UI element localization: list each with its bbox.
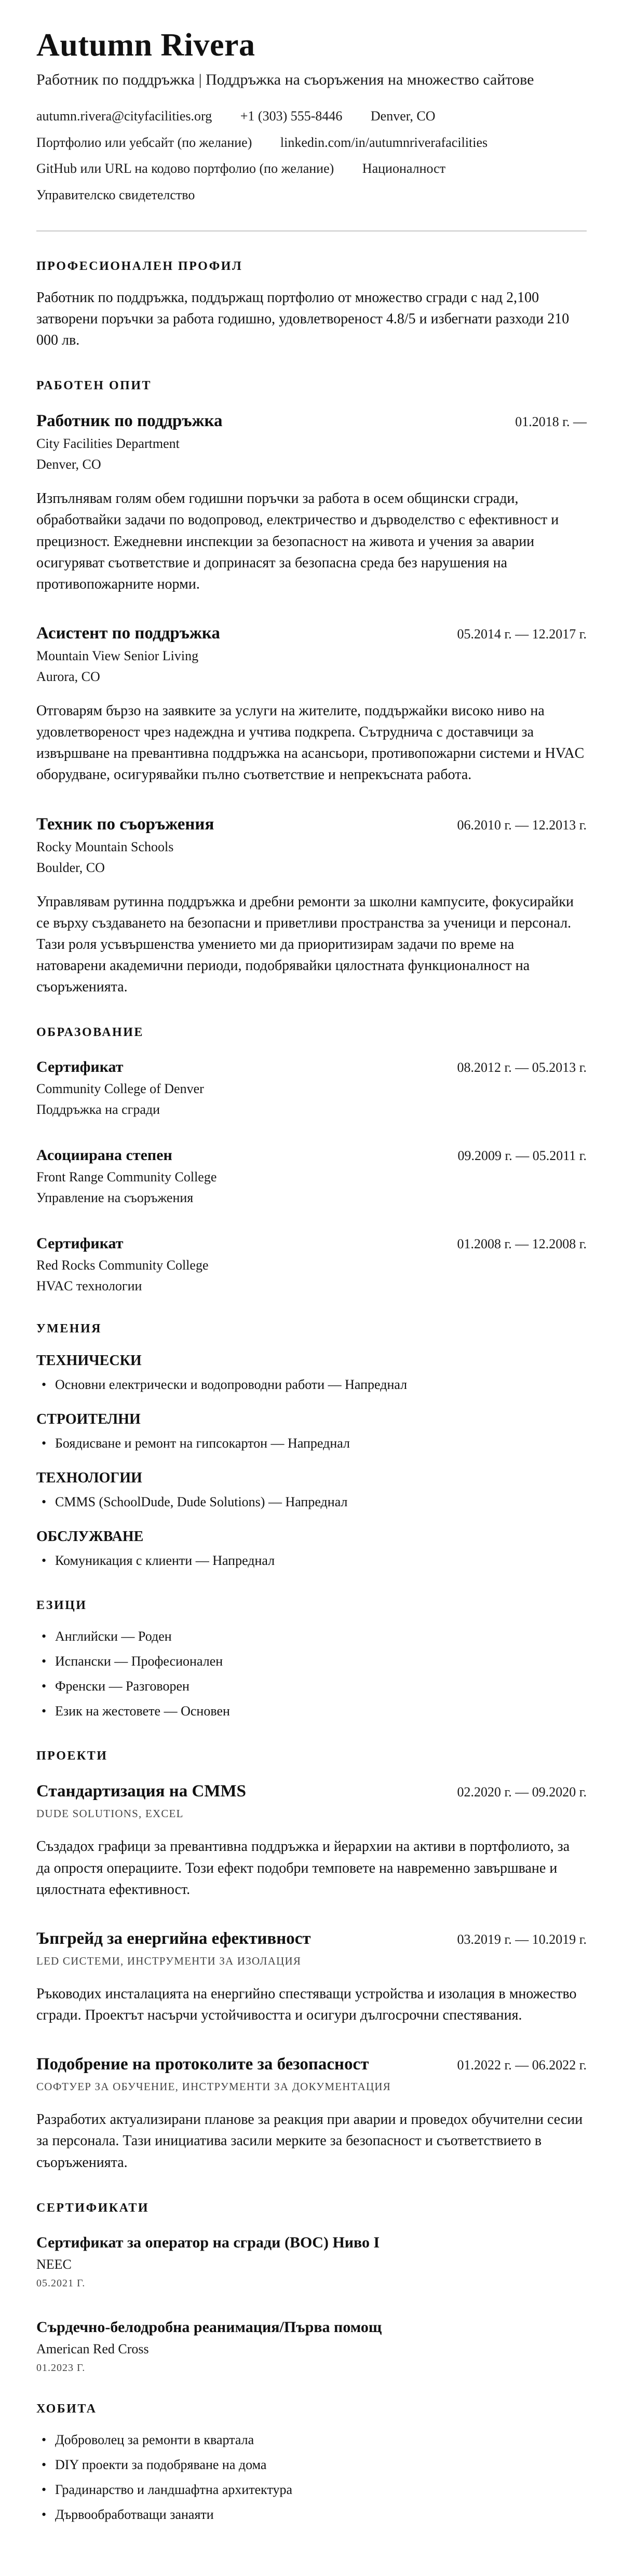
education-entry-head xyxy=(36,1235,587,1252)
resume-header xyxy=(36,27,587,209)
project-entry-head xyxy=(36,1929,587,1948)
skill-group-label: ТЕХНОЛОГИИ xyxy=(36,1470,142,1487)
degree-name: Асоциирана степен xyxy=(36,1147,172,1164)
skill-list xyxy=(36,1374,587,1395)
header-divider xyxy=(36,230,587,231)
contact-row-2 xyxy=(36,130,587,156)
contact-phone: +1 (303) 555-8446 xyxy=(240,108,343,124)
experience-heading: РАБОТЕН ОПИТ xyxy=(36,379,152,393)
skill-item: • Комуникация с клиенти — Напреднал xyxy=(36,1550,587,1571)
skill-list xyxy=(36,1433,587,1453)
certificate-entry xyxy=(36,2234,587,2289)
project-entry xyxy=(36,2055,587,2173)
skill-item: • Основни електрически и водопроводни работи — Напреднал xyxy=(36,1374,587,1395)
job-dates: 05.2014 г. — 12.2017 г. xyxy=(457,626,587,642)
skill-group-label: ОБСЛУЖВАНЕ xyxy=(36,1529,144,1545)
section-projects xyxy=(36,1749,587,2173)
skill-group xyxy=(36,1353,587,1395)
project-title: Подобрение на протоколите за безопасност xyxy=(36,2055,369,2074)
project-description: Разработих актуализирани планове за реакция при аварии и проведох обучителни сесии за персонала. Тази инициатива засили мерките за безопасност и съответствието в съоръженията. xyxy=(36,2111,583,2171)
languages-heading: ЕЗИЦИ xyxy=(36,1599,87,1613)
projects-heading: ПРОЕКТИ xyxy=(36,1749,108,1763)
contact-email[interactable]: autumn.rivera@cityfacilities.org xyxy=(36,108,212,124)
section-languages xyxy=(36,1599,587,1721)
project-tools: DUDE SOLUTIONS, EXCEL xyxy=(36,1807,184,1820)
project-entry-head xyxy=(36,1782,587,1801)
skill-list xyxy=(36,1492,587,1512)
project-title: Стандартизация на CMMS xyxy=(36,1782,246,1801)
certificate-issuer: American Red Cross xyxy=(36,2341,149,2356)
degree-dates: 09.2009 г. — 05.2011 г. xyxy=(457,1148,587,1164)
section-certificates xyxy=(36,2201,587,2374)
experience-entry-head xyxy=(36,815,587,834)
project-dates: 03.2019 г. — 10.2019 г. xyxy=(457,1931,587,1947)
project-entry xyxy=(36,1782,587,1900)
skill-group xyxy=(36,1529,587,1571)
contact-linkedin[interactable]: linkedin.com/in/autumnriverafacilities xyxy=(280,134,488,150)
job-title: Асистент по поддръжка xyxy=(36,624,220,643)
project-entry-head xyxy=(36,2055,587,2074)
project-description: Създадох графици за превантивна поддръжка и йерархии на активи в портфолиото, за да опростя операциите. Този ефект подобри темповете на навременно завършване и цялостната ефективност. xyxy=(36,1838,570,1898)
certificate-entry xyxy=(36,2319,587,2374)
experience-entry xyxy=(36,624,587,786)
study-field: HVAC технологии xyxy=(36,1278,142,1294)
education-entry xyxy=(36,1235,587,1294)
degree-dates: 01.2008 г. — 12.2008 г. xyxy=(457,1236,587,1252)
project-title: Ъпгрейд за енергийна ефективност xyxy=(36,1929,311,1948)
job-description: Отговарям бързо на заявките за услуги на жителите, поддържайки високо ниво на удовлетвореност чрез надеждна и учтива подкрепа. Сътруднича с доставчици за извършване на превантивна поддръжка на асансьори, противопожарни системи и HVAC оборудване, осигурявайки пълно съответствие и непрекъсната работа. xyxy=(36,703,585,783)
education-entry xyxy=(36,1147,587,1206)
job-company: Mountain View Senior Living xyxy=(36,648,199,663)
education-entry xyxy=(36,1058,587,1117)
school-name: Front Range Community College xyxy=(36,1169,217,1185)
experience-entry xyxy=(36,815,587,998)
section-education xyxy=(36,1026,587,1294)
hobby-list xyxy=(36,2430,587,2525)
job-dates: 01.2018 г. — xyxy=(515,414,587,430)
project-description: Ръководих инсталацията на енергийно спестяващи устройства и изолация в множество сгради. Проектът насърчи устойчивостта и осигури дългосрочни спестявания. xyxy=(36,1985,577,2024)
job-location: Aurora, CO xyxy=(36,669,100,684)
section-profile xyxy=(36,260,587,351)
experience-entry-head xyxy=(36,412,587,431)
certificate-issuer: NEEC xyxy=(36,2256,72,2272)
school-name: Red Rocks Community College xyxy=(36,1258,209,1273)
job-description: Изпълнявам голям обем годишни поръчки за работа в осем общински сгради, обработвайки задачи по водопровод, електричество и дърводелство с ефективност и прецизност. Ежедневни инспекции за безопасност на живота и учения за аварии осигуряват съответствие и допринасят за безопасна среда без нарушения на противопожарните норми. xyxy=(36,490,559,592)
language-item: • Испански — Професионален xyxy=(36,1651,587,1671)
school-name: Community College of Denver xyxy=(36,1081,204,1097)
study-field: Поддръжка на сгради xyxy=(36,1102,160,1117)
job-location: Denver, CO xyxy=(36,457,101,472)
contact-location: Denver, CO xyxy=(370,108,436,124)
hobby-item: • Градинарство и ландшафтна архитектура xyxy=(36,2479,587,2500)
job-company: Rocky Mountain Schools xyxy=(36,839,174,854)
project-tools: LED СИСТЕМИ, ИНСТРУМЕНТИ ЗА ИЗОЛАЦИЯ xyxy=(36,1954,302,1967)
certificates-heading: СЕРТИФИКАТИ xyxy=(36,2201,150,2215)
language-item: • Език на жестовете — Основен xyxy=(36,1701,587,1721)
job-description: Управлявам рутинна поддръжка и дребни ремонти за школни кампусите, фокусирайки се върху създаването на безопасни и приветливи пространства за ученици и персонал. Тази роля усъвършенства умението ми да приоритизирам задачи по време на натоварени академични периоди, подобрявайки цялостната функционалност на съоръженията. xyxy=(36,893,574,996)
certificate-date: 05.2021 Г. xyxy=(36,2277,86,2289)
skill-item: • CMMS (SchoolDude, Dude Solutions) — Напреднал xyxy=(36,1492,587,1512)
job-company: City Facilities Department xyxy=(36,436,180,452)
degree-name: Сертификат xyxy=(36,1235,124,1252)
certificate-date: 01.2023 Г. xyxy=(36,2362,86,2374)
job-location: Boulder, CO xyxy=(36,860,105,875)
profile-heading: ПРОФЕСИОНАЛЕН ПРОФИЛ xyxy=(36,259,243,273)
experience-entry xyxy=(36,412,587,595)
job-dates: 06.2010 г. — 12.2013 г. xyxy=(457,817,587,833)
section-skills xyxy=(36,1322,587,1571)
skill-item: • Боядисване и ремонт на гипсокартон — Напреднал xyxy=(36,1433,587,1453)
contact-github-label: GitHub или URL на кодово портфолио (по желание) xyxy=(36,161,334,176)
contact-row-3 xyxy=(36,156,587,182)
skill-list xyxy=(36,1550,587,1571)
language-list xyxy=(36,1626,587,1721)
hobby-item: • DIY проекти за подобряване на дома xyxy=(36,2455,587,2475)
degree-name: Сертификат xyxy=(36,1058,124,1076)
contact-license: Управителско свидетелство xyxy=(36,187,195,203)
certificate-name: Сертификат за оператор на сгради (BOC) Ниво I xyxy=(36,2233,380,2251)
education-heading: ОБРАЗОВАНИЕ xyxy=(36,1026,144,1040)
degree-dates: 08.2012 г. — 05.2013 г. xyxy=(457,1060,587,1075)
study-field: Управление на съоръжения xyxy=(36,1190,194,1206)
hobby-item: • Дървообработващи занаяти xyxy=(36,2504,587,2525)
person-name: Autumn Rivera xyxy=(36,28,255,63)
project-tools: СОФТУЕР ЗА ОБУЧЕНИЕ, ИНСТРУМЕНТИ ЗА ДОКУМЕНТАЦИЯ xyxy=(36,2080,391,2093)
language-item: • Френски — Разговорен xyxy=(36,1676,587,1696)
skill-group-label: СТРОИТЕЛНИ xyxy=(36,1411,141,1428)
contact-row-4 xyxy=(36,182,587,209)
contact-row-1 xyxy=(36,103,587,130)
skills-heading: УМЕНИЯ xyxy=(36,1322,102,1336)
job-title: Техник по съоръжения xyxy=(36,814,214,834)
language-item: • Английски — Роден xyxy=(36,1626,587,1646)
certificate-name: Сърдечно-белодробна реанимация/Първа помощ xyxy=(36,2318,382,2336)
project-entry xyxy=(36,1929,587,2026)
skill-group xyxy=(36,1411,587,1453)
person-title: Работник по поддръжка | Поддръжка на съоръжения на множество сайтове xyxy=(36,71,534,88)
hobby-item: • Доброволец за ремонти в квартала xyxy=(36,2430,587,2450)
profile-text: Работник по поддръжка, поддържащ портфолио от множество сгради с над 2,100 затворени поръчки за работа годишно, удовлетвореност 4.8/5 и избегнати разходи 210 000 лв. xyxy=(36,289,570,349)
project-dates: 02.2020 г. — 09.2020 г. xyxy=(457,1784,587,1800)
experience-entry-head xyxy=(36,624,587,643)
skill-group-label: ТЕХНИЧЕСКИ xyxy=(36,1353,142,1369)
education-entry-head xyxy=(36,1058,587,1076)
skill-group xyxy=(36,1470,587,1512)
hobbies-heading: ХОБИТА xyxy=(36,2402,97,2416)
job-title: Работник по поддръжка xyxy=(36,412,223,431)
section-experience xyxy=(36,379,587,998)
section-hobbies xyxy=(36,2402,587,2525)
contact-nationality-label: Националност xyxy=(362,161,446,176)
contact-portfolio-label: Портфолио или уебсайт (по желание) xyxy=(36,134,252,150)
project-dates: 01.2022 г. — 06.2022 г. xyxy=(457,2057,587,2073)
education-entry-head xyxy=(36,1147,587,1164)
